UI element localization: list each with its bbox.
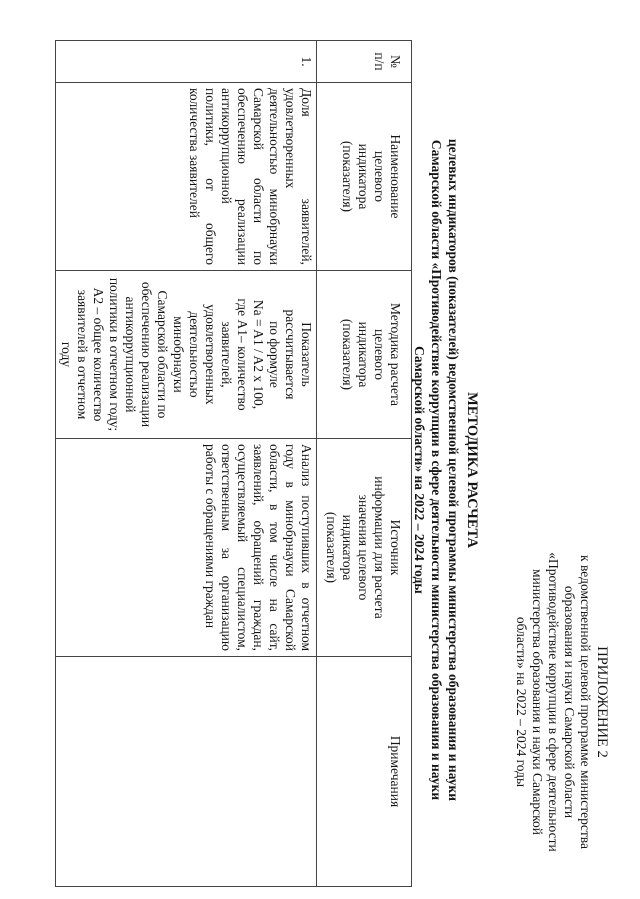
subtitle-line: Самарской области «Противодействие коррупции в сфере деятельности министерства образования и науки	[429, 139, 444, 801]
cell-information-source: Анализ поступивших в отчетном году в минобрнауки Самарской области, в том числе на сайт, заявлений, обращений граждан, осуществляемый специалистом, ответственным за организацию работы с обращениями граждан	[56, 439, 317, 657]
appendix-line: образования и науки Самарской области	[562, 585, 577, 819]
appendix-title: ПРИЛОЖЕНИЕ 2	[594, 646, 610, 758]
document-heading	[411, 70, 480, 870]
header-calculation-method: Методика расчета целевого индикатора (показателя)	[317, 271, 412, 439]
header-notes: Примечания	[317, 657, 412, 887]
appendix-line: области» на 2022 – 2024 годы	[514, 616, 529, 788]
table-header-row	[317, 41, 412, 887]
appendix-line: министерства образования и науки Самарской	[530, 569, 545, 835]
subtitle-line: Самарской области» на 2022 – 2024 годы	[412, 346, 427, 594]
indicators-table	[55, 40, 412, 887]
appendix-line: к ведомственной целевой программе министерства	[578, 555, 593, 849]
cell-indicator-name: Доля заявителей, удовлетворенных деятельностью минобрнауки Самарской области по обеспечению реализации антикоррупционной политики, от общего количества заявителей	[56, 83, 317, 271]
cell-calculation-method: Показатель рассчитывается по формуле Na = A1 / A2 x 100, где A1– количество заявителей, удовлетворенных деятельностью минобрнауки Самарской области по обеспечению реализации антикоррупционной политики в отчетном году; A2 – общее количество заявителей в отчетном году	[56, 271, 317, 439]
header-indicator-name: Наименование целевого индикатора (показателя)	[317, 83, 412, 271]
cell-notes	[56, 657, 317, 887]
page-title: МЕТОДИКА РАСЧЕТА	[464, 392, 480, 548]
table-row	[56, 41, 317, 887]
cell-number: 1.	[56, 41, 317, 83]
subtitle-line: целевых индикаторов (показателей) ведомственной целевой программы министерства образования и науки	[446, 138, 461, 802]
appendix-block	[513, 524, 610, 880]
appendix-line: «Противодействие коррупции в сфере деятельности	[546, 552, 561, 852]
header-information-source: Источник информации для расчета значения целевого индикатора (показателя)	[317, 439, 412, 657]
header-number: № п/п	[317, 41, 412, 83]
